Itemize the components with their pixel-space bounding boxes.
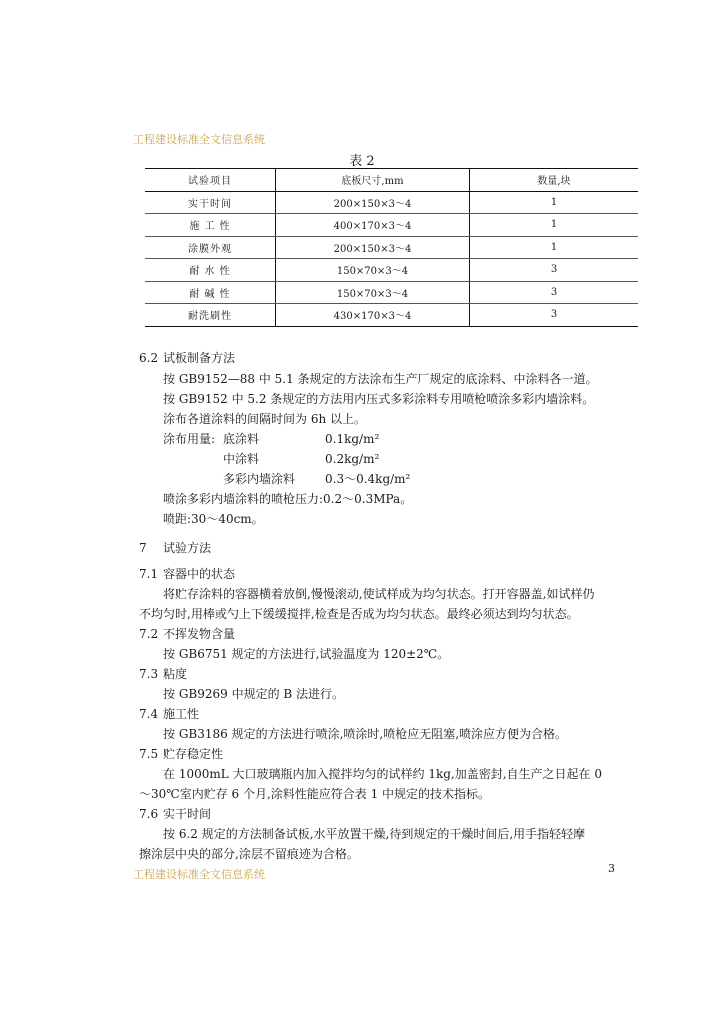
- section-7-6-heading: [139, 804, 211, 824]
- amount-label: 涂布用量:: [163, 432, 216, 446]
- cell-item: 实干时间: [145, 191, 276, 214]
- cell-qty: 1: [470, 191, 639, 214]
- paragraph: 涂布各道涂料的间隔时间为 6h 以上。: [163, 412, 366, 426]
- cell-qty: 1: [470, 214, 639, 237]
- section-number: 7.5: [139, 747, 159, 761]
- paragraph: 将贮存涂料的容器横着放倒,慢慢滚动,使试样成为均匀状态。打开容器盖,如试样仍: [163, 587, 595, 601]
- section-number: 7.2: [139, 627, 159, 641]
- section-title: 试板制备方法: [163, 351, 236, 365]
- header-test-item: 试验项目: [145, 169, 276, 192]
- section-title: 施工性: [163, 707, 200, 721]
- section-title: 试验方法: [163, 541, 212, 555]
- amount-name: 底涂料: [223, 432, 260, 446]
- section-number: 7.1: [139, 567, 159, 581]
- cell-item: 施 工 性: [145, 214, 276, 237]
- amount-value: 0.1kg/m²: [325, 432, 380, 446]
- section-7-1-heading: [139, 564, 235, 584]
- paragraph: 按 GB3186 规定的方法进行喷涂,喷涂时,喷枪应无阻塞,喷涂应方便为合格。: [163, 727, 568, 741]
- amount-value: 0.2kg/m²: [325, 452, 380, 466]
- section-7-3-heading: [139, 664, 187, 684]
- watermark-top: 工程建设标准全文信息系统: [133, 133, 265, 146]
- table-row: [145, 259, 638, 282]
- section-title: 容器中的状态: [163, 567, 236, 581]
- section-number: 7.6: [139, 807, 159, 821]
- cell-size: 200×150×3～4: [276, 236, 470, 259]
- paragraph: 按 6.2 规定的方法制备试板,水平放置干燥,待到规定的干燥时间后,用手指轻轻摩: [163, 827, 586, 841]
- cell-qty: 1: [470, 236, 639, 259]
- paragraph: 按 GB6751 规定的方法进行,试验温度为 120±2℃。: [163, 647, 450, 661]
- section-number: 7.3: [139, 667, 159, 681]
- paragraph: 按 GB9152—88 中 5.1 条规定的方法涂布生产厂规定的底涂料、中涂料各一道。: [163, 372, 598, 386]
- section-7-4-heading: [139, 704, 199, 724]
- section-title: 不挥发物含量: [163, 627, 236, 641]
- cell-item: 耐 碱 性: [145, 281, 276, 304]
- cell-item: 耐洗刷性: [145, 304, 276, 327]
- paragraph: 喷距:30～40cm。: [163, 512, 264, 526]
- amount-name: 多彩内墙涂料: [223, 472, 296, 486]
- cell-item: 涂膜外观: [145, 236, 276, 259]
- cell-item: 耐 水 性: [145, 259, 276, 282]
- table-caption: 表 2: [349, 154, 375, 169]
- section-title: 贮存稳定性: [163, 747, 224, 761]
- section-7-heading: [139, 538, 211, 558]
- section-title: 粘度: [163, 667, 188, 681]
- table-row: [145, 191, 638, 214]
- cell-size: 150×70×3～4: [276, 281, 470, 304]
- cell-size: 200×150×3～4: [276, 191, 470, 214]
- amount-value: 0.3～0.4kg/m²: [325, 472, 411, 486]
- paragraph: 不均匀时,用棒或勺上下缓缓搅拌,检查是否成为均匀状态。最终必须达到均匀状态。: [139, 607, 579, 621]
- amount-name: 中涂料: [223, 452, 260, 466]
- section-title: 实干时间: [163, 807, 212, 821]
- paragraph: 按 GB9269 中规定的 B 法进行。: [163, 687, 345, 701]
- cell-size: 400×170×3～4: [276, 214, 470, 237]
- table-row: [145, 214, 638, 237]
- table-header-row: [145, 169, 638, 192]
- section-7-5-heading: [139, 744, 223, 764]
- table-row: [145, 281, 638, 304]
- header-quantity: 数量,块: [470, 169, 639, 192]
- cell-qty: 3: [470, 304, 639, 327]
- watermark-bottom: 工程建设标准全文信息系统: [133, 868, 265, 881]
- paragraph: ～30℃室内贮存 6 个月,涂料性能应符合表 1 中规定的技术指标。: [139, 787, 491, 801]
- paragraph: 喷涂多彩内墙涂料的喷枪压力:0.2～0.3MPa。: [163, 492, 413, 506]
- table-row: [145, 236, 638, 259]
- section-number: 7: [139, 541, 147, 555]
- cell-size: 150×70×3～4: [276, 259, 470, 282]
- paragraph: 擦涂层中央的部分,涂层不留痕迹为合格。: [139, 847, 359, 861]
- cell-size: 430×170×3～4: [276, 304, 470, 327]
- table-row: [145, 304, 638, 327]
- section-6-2-heading: [139, 348, 235, 368]
- section-number: 7.4: [139, 707, 159, 721]
- section-number: 6.2: [139, 351, 159, 365]
- cell-qty: 3: [470, 281, 639, 304]
- specimen-table: [145, 168, 638, 327]
- cell-qty: 3: [470, 259, 639, 282]
- page-number: 3: [608, 862, 615, 875]
- section-7-2-heading: [139, 624, 235, 644]
- header-board-size: 底板尺寸,mm: [276, 169, 470, 192]
- paragraph: 按 GB9152 中 5.2 条规定的方法用内压式多彩涂料专用喷枪喷涂多彩内墙涂料。: [163, 392, 595, 406]
- paragraph: 在 1000mL 大口玻璃瓶内加入搅拌均匀的试样约 1kg,加盖密封,自生产之日起在 0: [163, 767, 602, 781]
